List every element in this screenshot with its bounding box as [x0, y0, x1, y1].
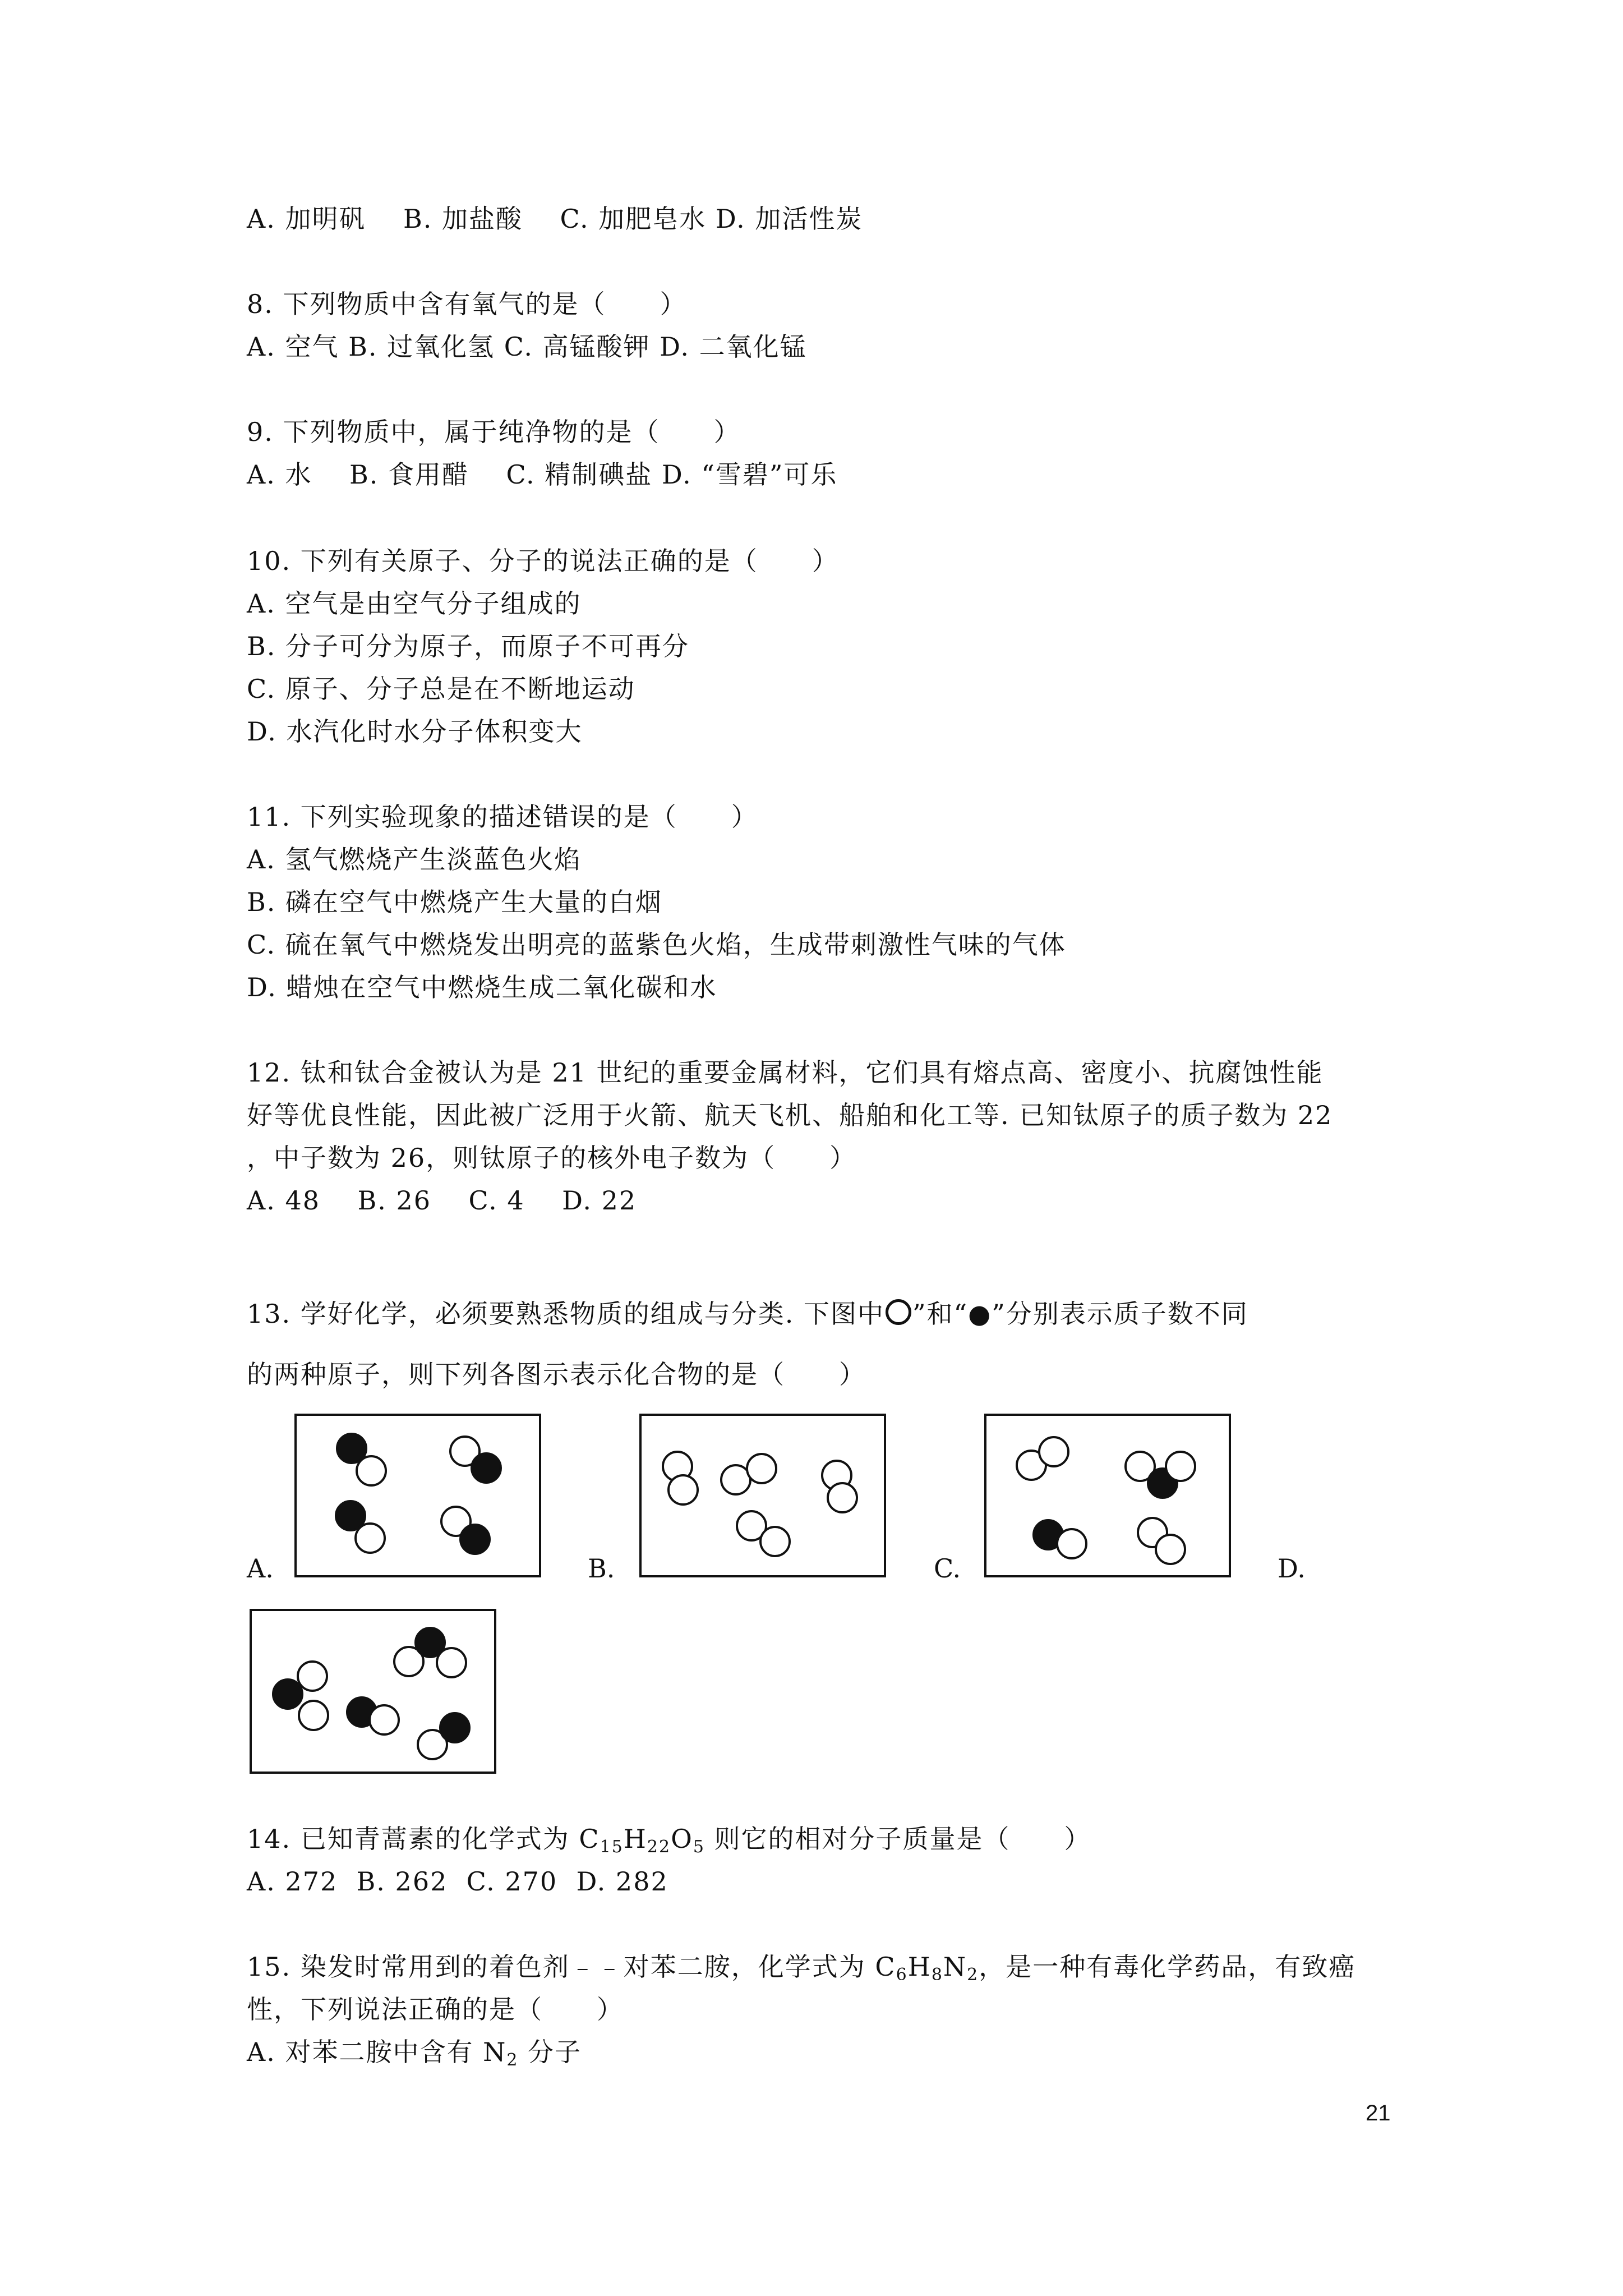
- q10-stem: 10. 下列有关原子、分子的说法正确的是（ ）: [247, 546, 839, 576]
- black-atom-icon: [272, 1678, 303, 1710]
- q10-option-b: B. 分子可分为原子，而原子不可再分: [247, 631, 690, 661]
- white-atom-icon: [356, 1455, 387, 1487]
- diagram-d-label: D.: [1278, 1553, 1306, 1584]
- q10-option-d: D. 水汽化时水分子体积变大: [247, 716, 583, 747]
- q9-stem: 9. 下列物质中，属于纯净物的是（ ）: [247, 417, 741, 447]
- q14-stem-text: 14. 已知青蒿素的化学式为 C: [247, 1824, 600, 1854]
- q15-option-text: A. 对苯二胺中含有 N: [247, 2037, 507, 2067]
- q15-formula-part: H: [907, 1952, 932, 1982]
- q15-subscript: 2: [967, 1965, 979, 1985]
- q15-stem-text: 15. 染发时常用到的着色剂﹣﹣对苯二胺，化学式为 C: [247, 1952, 896, 1982]
- white-atom-icon: [354, 1522, 386, 1554]
- q15-stem-line2: 性，下列说法正确的是（ ）: [247, 1994, 624, 2024]
- q12-stem-line3: ，中子数为 26，则钛原子的核外电子数为（ ）: [247, 1143, 857, 1173]
- q14-formula-part: H: [623, 1824, 647, 1854]
- q14-stem: [247, 1822, 1091, 1864]
- black-atom-icon: [471, 1452, 502, 1484]
- q15-subscript: 6: [896, 1965, 908, 1985]
- q15-subscript: 8: [931, 1965, 943, 1985]
- q14-subscript: 5: [693, 1837, 705, 1857]
- q15-option-text: 分子: [518, 2037, 582, 2067]
- diagram-c-label: C.: [934, 1553, 961, 1584]
- q15-stem-line1: [247, 1950, 1355, 1992]
- white-atom-icon: [368, 1704, 400, 1736]
- q13-stem-part2: ”和“●”分别表示质子数不同: [912, 1299, 1248, 1329]
- q15-subscript: 2: [506, 2050, 519, 2070]
- q13-stem-line1: [247, 1297, 1248, 1331]
- q11-option-d: D. 蜡烛在空气中燃烧生成二氧化碳和水: [247, 972, 717, 1002]
- q14-stem-text: 则它的相对分子质量是（ ）: [704, 1824, 1091, 1854]
- diagram-b-box: [639, 1414, 886, 1577]
- q11-option-c: C. 硫在氧气中燃烧发出明亮的蓝紫色火焰，生成带刺激性气味的气体: [247, 930, 1066, 960]
- white-atom-icon: [746, 1453, 777, 1484]
- q14-formula-part: O: [671, 1824, 693, 1854]
- q13-stem-part1: 13. 学好化学，必须要熟悉物质的组成与分类. 下图中: [247, 1299, 885, 1329]
- q10-option-c: C. 原子、分子总是在不断地运动: [247, 674, 635, 704]
- q8-stem: 8. 下列物质中含有氧气的是（ ）: [247, 289, 687, 319]
- white-atom-icon: [759, 1526, 791, 1557]
- white-atom-icon: [298, 1700, 329, 1731]
- q7-options: A. 加明矾 B. 加盐酸 C. 加肥皂水 D. 加活性炭: [247, 204, 863, 234]
- diagram-a-box: [294, 1414, 541, 1577]
- q8-options: A. 空气 B. 过氧化氢 C. 高锰酸钾 D. 二氧化锰: [247, 332, 807, 362]
- q15-stem-text: ，是一种有毒化学药品，有致癌: [979, 1952, 1356, 1982]
- q11-option-b: B. 磷在空气中燃烧产生大量的白烟: [247, 887, 663, 917]
- page-number: 21: [1366, 2101, 1391, 2125]
- black-atom-icon: [439, 1712, 471, 1743]
- q12-stem-line2: 好等优良性能，因此被广泛用于火箭、航天飞机、船舶和化工等. 已知钛原子的质子数为 22: [247, 1100, 1333, 1130]
- q14-subscript: 22: [647, 1837, 671, 1857]
- q11-stem: 11. 下列实验现象的描述错误的是（ ）: [247, 802, 758, 832]
- q14-subscript: 15: [600, 1837, 624, 1857]
- q15-option-a: [247, 2035, 582, 2077]
- white-atom-icon: [1165, 1451, 1196, 1482]
- white-atom-icon: [886, 1299, 911, 1325]
- white-atom-icon: [1155, 1534, 1186, 1565]
- black-atom-icon: [459, 1524, 491, 1555]
- white-atom-icon: [1056, 1528, 1087, 1559]
- q13-stem-line2: 的两种原子，则下列各图示表示化合物的是（ ）: [247, 1359, 866, 1389]
- white-atom-icon: [667, 1474, 699, 1506]
- diagram-b-label: B.: [588, 1553, 615, 1584]
- white-atom-icon: [1038, 1436, 1069, 1467]
- white-atom-icon: [436, 1647, 467, 1678]
- diagram-a-label: A.: [247, 1553, 274, 1584]
- white-atom-icon: [827, 1482, 858, 1513]
- q12-options: A. 48 B. 26 C. 4 D. 22: [247, 1185, 637, 1216]
- q12-stem-line1: 12. 钛和钛合金被认为是 21 世纪的重要金属材料，它们具有熔点高、密度小、抗腐蚀性能: [247, 1057, 1324, 1088]
- q9-options: A. 水 B. 食用醋 C. 精制碘盐 D. “雪碧”可乐: [247, 459, 838, 490]
- diagram-c-box: [984, 1414, 1231, 1577]
- q11-option-a: A. 氢气燃烧产生淡蓝色火焰: [247, 844, 582, 875]
- q10-option-a: A. 空气是由空气分子组成的: [247, 588, 582, 619]
- q14-options: A. 272 B. 262 C. 270 D. 282: [247, 1866, 668, 1897]
- diagram-d-box: [250, 1609, 496, 1774]
- q15-formula-part: N: [943, 1952, 967, 1982]
